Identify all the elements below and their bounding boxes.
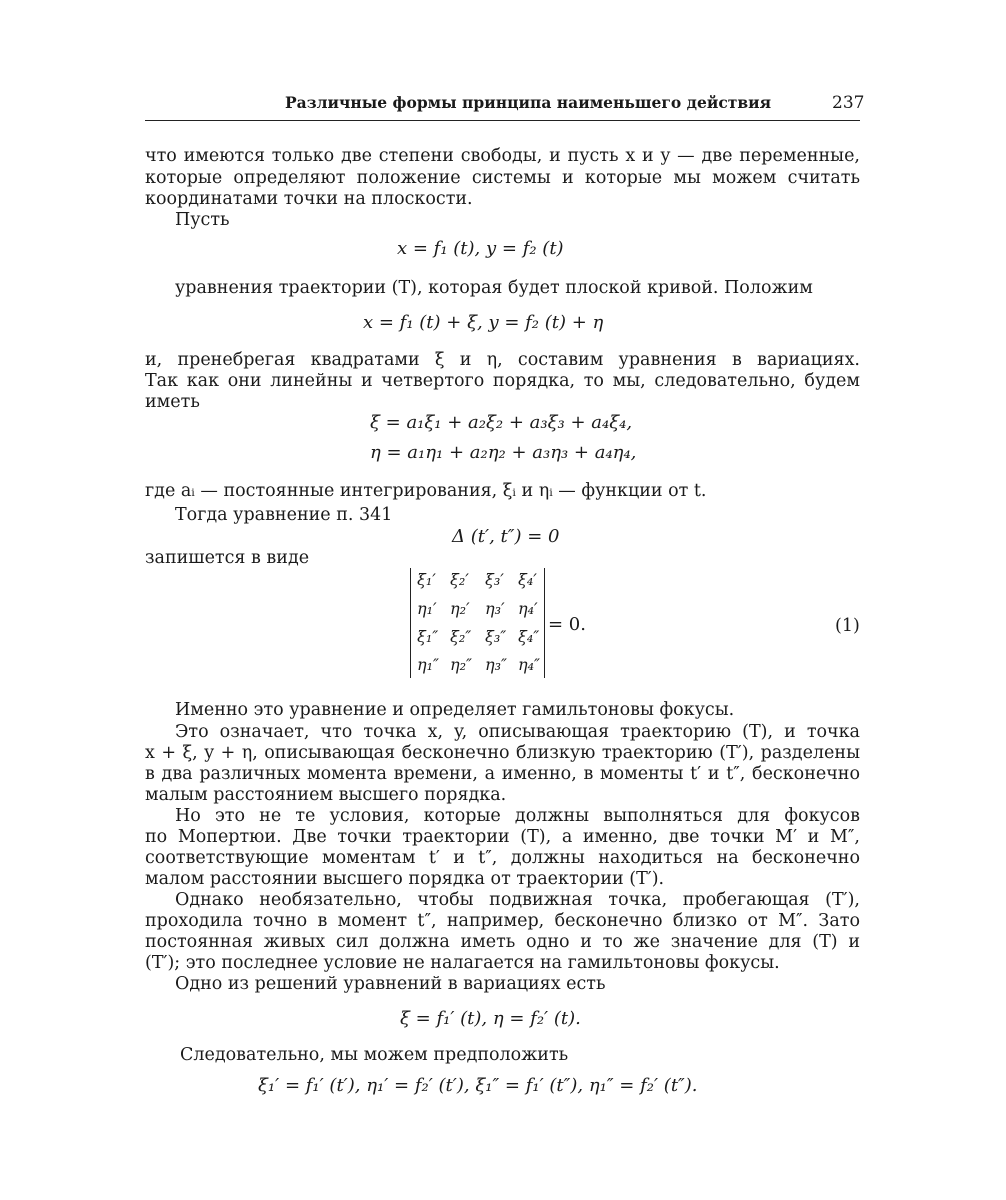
determinant	[410, 568, 545, 678]
equation-xi-general: ξ = a₁ξ₁ + a₂ξ₂ + a₃ξ₃ + a₄ξ₄,	[370, 412, 633, 433]
determinant-equals-zero: = 0.	[548, 614, 586, 635]
paragraph-line: Но это не те условия, которые должны выполняться для фокусов	[175, 806, 860, 826]
equation-number: (1)	[835, 616, 860, 636]
page-number: 237	[832, 93, 865, 113]
paragraph-line: иметь	[145, 392, 200, 412]
paragraph-line: Тогда уравнение п. 341	[175, 505, 393, 525]
determinant-cell: ξ₄′	[518, 570, 537, 589]
paragraph-line: координатами точки на плоскости.	[145, 189, 473, 209]
header-rule	[145, 120, 860, 121]
equation-variation-solution: ξ = f₁′ (t), η = f₂′ (t).	[400, 1008, 581, 1029]
equation-initial-values: ξ₁′ = f₁′ (t′), η₁′ = f₂′ (t′), ξ₁″ = f₁′ (t″), η₁″ = f₂′ (t″).	[258, 1075, 698, 1096]
determinant-cell: η₃″	[485, 655, 507, 674]
paragraph-line: проходила точно в момент t″, например, бесконечно близко от M″. Зато	[145, 911, 860, 931]
determinant-cell: ξ₄″	[518, 627, 540, 646]
determinant-cell: η₃′	[485, 599, 505, 618]
paragraph-line: соответствующие моментам t′ и t″, должны находиться на бесконечно	[145, 848, 860, 868]
paragraph-line: малом расстоянии высшего порядка от траектории (T′).	[145, 869, 665, 889]
paragraph-line: Это означает, что точка x, y, описывающая траекторию (T), и точка	[175, 722, 860, 742]
determinant-cell: η₁″	[417, 655, 439, 674]
determinant-cell: ξ₂″	[450, 627, 472, 646]
paragraph-line: в два различных момента времени, а именно, в моменты t′ и t″, бесконечно	[145, 764, 860, 784]
paragraph-line: Одно из решений уравнений в вариациях есть	[175, 974, 606, 994]
paragraph-line: где aᵢ — постоянные интегрирования, ξᵢ и ηᵢ — функции от t.	[145, 481, 707, 501]
paragraph-line: уравнения траектории (T), которая будет плоской кривой. Положим	[175, 278, 813, 298]
determinant-cell: ξ₃′	[485, 570, 504, 589]
paragraph-line: по Мопертюи. Две точки траектории (T), а именно, две точки M′ и M″,	[145, 827, 860, 847]
paragraph-line: Именно это уравнение и определяет гамильтоновы фокусы.	[175, 700, 735, 720]
paragraph-line: (T′); это последнее условие не налагается на гамильтоновы фокусы.	[145, 953, 780, 973]
determinant-cell: ξ₁″	[417, 627, 439, 646]
paragraph-line: запишется в виде	[145, 548, 310, 568]
determinant-cell: ξ₂′	[450, 570, 469, 589]
paragraph-line: Так как они линейны и четвертого порядка, то мы, следовательно, будем	[145, 371, 860, 391]
equation-eta-general: η = a₁η₁ + a₂η₂ + a₃η₃ + a₄η₄,	[370, 442, 637, 463]
paragraph-line: Следовательно, мы можем предположить	[180, 1045, 569, 1065]
determinant-cell: η₄″	[518, 655, 540, 674]
determinant-cell: ξ₁′	[417, 570, 436, 589]
determinant-cell: η₂″	[450, 655, 472, 674]
determinant-cell: η₁′	[417, 599, 437, 618]
equation-delta: Δ (t′, t″) = 0	[452, 526, 560, 547]
determinant-cell: η₄′	[518, 599, 538, 618]
paragraph-line: постоянная живых сил должна иметь одно и то же значение для (T) и	[145, 932, 860, 952]
determinant-cell: η₂′	[450, 599, 470, 618]
equation-varied-trajectory: x = f₁ (t) + ξ, y = f₂ (t) + η	[363, 312, 604, 333]
paragraph-line: которые определяют положение системы и которые мы можем считать	[145, 168, 860, 188]
equation-trajectory: x = f₁ (t), y = f₂ (t)	[397, 238, 564, 259]
paragraph-line: Однако необязательно, чтобы подвижная точка, пробегающая (T′),	[175, 890, 860, 910]
running-header-title: Различные формы принципа наименьшего действия	[285, 93, 772, 112]
paragraph-line: что имеются только две степени свободы, и пусть x и y — две переменные,	[145, 146, 860, 166]
paragraph-line: и, пренебрегая квадратами ξ и η, составим уравнения в вариациях.	[145, 350, 860, 370]
paragraph-line: x + ξ, y + η, описывающая бесконечно близкую траекторию (T′), разделены	[145, 743, 860, 763]
paragraph-line: малым расстоянием высшего порядка.	[145, 785, 507, 805]
paragraph-line: Пусть	[175, 210, 230, 230]
determinant-cell: ξ₃″	[485, 627, 507, 646]
